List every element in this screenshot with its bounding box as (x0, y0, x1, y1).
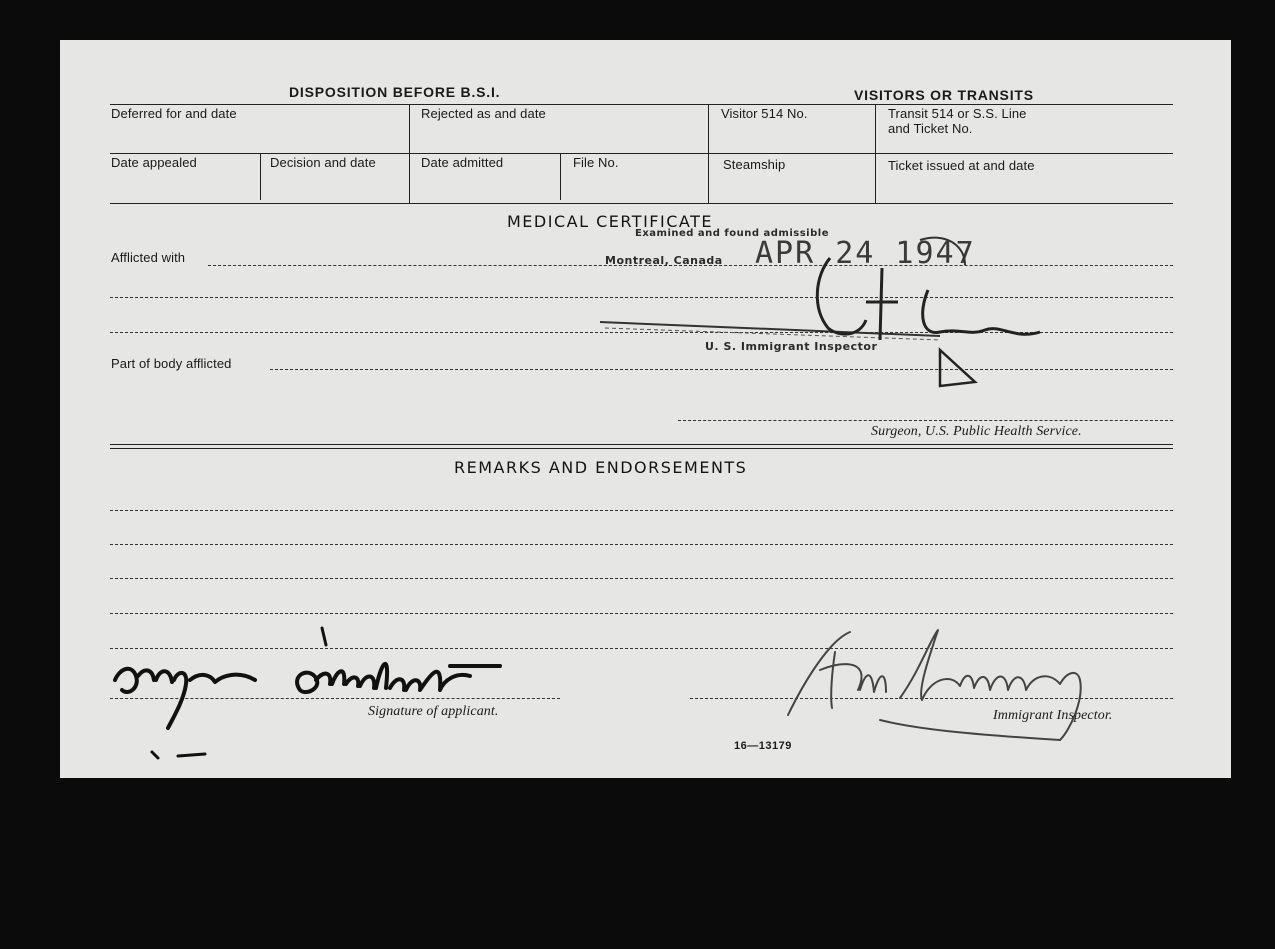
field-date-appealed: Date appealed (111, 155, 197, 170)
field-transit-line2: and Ticket No. (888, 121, 973, 136)
stamp-date: APR 24 1947 (755, 236, 976, 271)
field-file-no: File No. (573, 155, 619, 170)
field-steamship: Steamship (723, 157, 786, 172)
inspector-caption: Immigrant Inspector. (993, 708, 1113, 723)
stamp-inspector-text: U. S. Immigrant Inspector (705, 340, 878, 353)
field-deferred: Deferred for and date (111, 106, 237, 121)
stamp-admissible-text: Examined and found admissible (635, 228, 829, 239)
handwritten-signatures (60, 40, 1231, 778)
field-rejected: Rejected as and date (421, 106, 546, 121)
applicant-caption: Signature of applicant. (368, 704, 499, 719)
medical-certificate-title: MEDICAL CERTIFICATE (507, 212, 713, 231)
field-decision: Decision and date (270, 155, 376, 170)
immigration-card (60, 40, 1231, 778)
inspector-signature (788, 630, 1081, 740)
visitors-transits-heading: VISITORS OR TRANSITS (854, 87, 1034, 103)
remarks-title: REMARKS AND ENDORSEMENTS (454, 458, 748, 477)
field-date-admitted: Date admitted (421, 155, 504, 170)
field-visitor-514: Visitor 514 No. (721, 106, 808, 121)
field-ticket-issued: Ticket issued at and date (888, 158, 1035, 173)
part-of-body-label: Part of body afflicted (111, 356, 232, 371)
surgeon-caption: Surgeon, U.S. Public Health Service. (871, 424, 1082, 439)
disposition-heading: DISPOSITION BEFORE B.S.I. (289, 84, 501, 100)
afflicted-with-label: Afflicted with (111, 250, 186, 265)
field-transit-line1: Transit 514 or S.S. Line (888, 106, 1027, 121)
stamp-place-text: Montreal, Canada (605, 254, 723, 267)
applicant-signature (115, 628, 500, 758)
form-number: 16—13179 (734, 740, 792, 752)
